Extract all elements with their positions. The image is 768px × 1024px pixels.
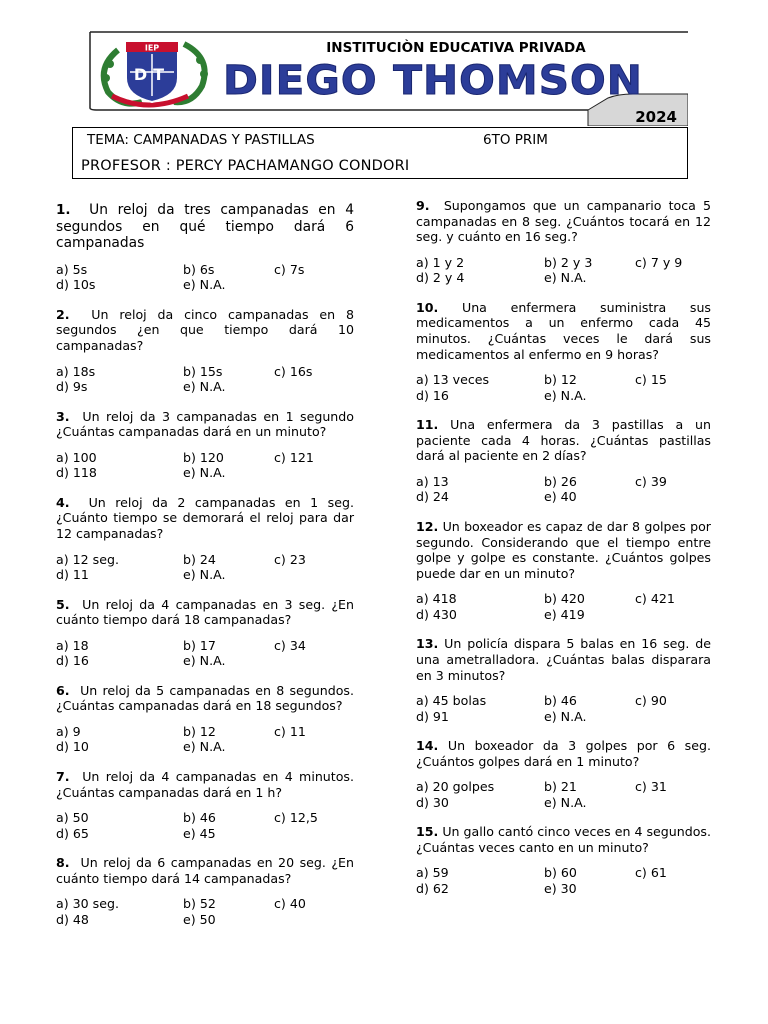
question-text: Un reloj da 4 campanadas en 3 seg. ¿En cuánto tiempo dará 18 campanadas? <box>56 596 354 628</box>
option-b: b) 26 <box>544 473 577 489</box>
option-e: e) N.A. <box>544 794 587 810</box>
option-c: c) 23 <box>274 551 306 567</box>
option-e: e) 40 <box>544 489 577 505</box>
option-b: b) 12 <box>544 372 577 388</box>
option-a: a) 12 seg. <box>56 551 119 567</box>
option-d: d) 91 <box>416 708 449 724</box>
option-a: a) 30 seg. <box>56 896 119 912</box>
answer-options <box>416 779 711 810</box>
school-banner <box>88 30 688 126</box>
question-1 <box>56 202 354 293</box>
option-c: c) 7s <box>274 261 305 277</box>
option-d: d) 10 <box>56 739 89 755</box>
question-number: 8. <box>56 855 70 871</box>
question-text: Un boxeador da 3 golpes por 6 seg. ¿Cuántos golpes dará en 1 minuto? <box>416 738 711 769</box>
option-b: b) 17 <box>183 637 216 653</box>
question-number: 14. <box>416 738 439 754</box>
option-b: b) 420 <box>544 591 585 607</box>
question-3 <box>56 409 354 481</box>
question-number: 6. <box>56 682 70 698</box>
answer-options <box>56 450 354 481</box>
option-a: a) 20 golpes <box>416 779 495 795</box>
option-d: d) 16 <box>56 653 89 669</box>
answer-options <box>416 474 711 505</box>
question-6 <box>56 683 354 755</box>
option-a: a) 13 veces <box>416 372 490 388</box>
option-b: b) 2 y 3 <box>544 254 593 270</box>
question-number: 9. <box>416 198 430 213</box>
option-c: c) 7 y 9 <box>635 254 683 270</box>
option-a: a) 418 <box>416 591 457 607</box>
question-text: Una enfermera suministra sus medicamentos a un enfermo cada 45 minutos. ¿Cuántas veces le dará sus medicamentos al enfermo en 9 horas? <box>416 299 711 362</box>
question-text: Un reloj da 4 campanadas en 4 minutos. ¿Cuántas campanadas dará en 1 h? <box>56 768 354 800</box>
question-text: Una enfermera da 3 pastillas a un paciente cada 4 horas. ¿Cuántas pastillas dará al paciente en 2 días? <box>416 417 711 464</box>
option-c: c) 39 <box>635 473 667 489</box>
answer-options <box>56 810 354 841</box>
question-9 <box>416 198 711 286</box>
option-a: a) 5s <box>56 261 88 277</box>
option-b: b) 46 <box>183 810 216 826</box>
question-number: 2. <box>56 306 70 322</box>
question-number: 3. <box>56 408 70 424</box>
option-e: e) N.A. <box>183 379 226 395</box>
option-b: b) 6s <box>183 261 215 277</box>
option-c: c) 12,5 <box>274 810 318 826</box>
answer-options <box>56 724 354 755</box>
option-a: a) 59 <box>416 865 449 881</box>
option-e: e) N.A. <box>183 567 226 583</box>
option-a: a) 45 bolas <box>416 693 487 709</box>
answer-options <box>416 372 711 403</box>
topic-label: TEMA: CAMPANADAS Y PASTILLAS <box>87 132 315 148</box>
option-b: b) 60 <box>544 865 577 881</box>
topic-box <box>72 127 688 179</box>
grade-label: 6TO PRIM <box>483 132 548 148</box>
answer-options <box>56 638 354 669</box>
option-c: c) 61 <box>635 865 667 881</box>
answer-options <box>56 896 354 927</box>
question-text: Un gallo cantó cinco veces en 4 segundos. ¿Cuántas veces canto en un minuto? <box>416 824 711 855</box>
option-e: e) N.A. <box>183 465 226 481</box>
question-text: Supongamos que un campanario toca 5 campanadas en 8 seg. ¿Cuántos tocará en 12 seg. y cuánto en 16 seg.? <box>416 198 711 245</box>
option-d: d) 9s <box>56 379 88 395</box>
question-4 <box>56 495 354 583</box>
answer-options <box>416 591 711 622</box>
institution-title: INSTITUCIÒN EDUCATIVA PRIVADA <box>326 40 586 56</box>
school-name: DIEGO THOMSON <box>223 58 643 104</box>
question-15 <box>416 824 711 896</box>
question-8 <box>56 855 354 927</box>
option-e: e) 50 <box>183 911 216 927</box>
question-text: Un reloj da 2 campanadas en 1 seg. ¿Cuánto tiempo se demorará el reloj para dar 12 campanadas? <box>56 494 354 541</box>
option-b: b) 46 <box>544 693 577 709</box>
option-c: c) 15 <box>635 372 667 388</box>
option-e: e) N.A. <box>544 387 587 403</box>
answer-options <box>416 865 711 896</box>
option-e: e) 30 <box>544 880 577 896</box>
option-c: c) 421 <box>635 591 675 607</box>
option-a: a) 1 y 2 <box>416 254 465 270</box>
answer-options <box>56 364 354 395</box>
year-label: 2024 <box>635 108 677 126</box>
option-b: b) 120 <box>183 449 224 465</box>
questions-left-column <box>56 198 354 927</box>
option-e: e) 419 <box>544 606 585 622</box>
option-b: b) 24 <box>183 551 216 567</box>
option-b: b) 15s <box>183 363 223 379</box>
answer-options <box>416 255 711 286</box>
question-text: Un reloj da 3 campanadas en 1 segundo ¿Cuántas campanadas dará en un minuto? <box>56 408 354 440</box>
option-d: d) 430 <box>416 606 457 622</box>
option-d: d) 16 <box>416 387 449 403</box>
option-b: b) 52 <box>183 896 216 912</box>
option-d: d) 30 <box>416 794 449 810</box>
answer-options <box>56 262 354 293</box>
option-e: e) 45 <box>183 825 216 841</box>
option-d: d) 10s <box>56 277 96 293</box>
option-d: d) 24 <box>416 489 449 505</box>
option-d: d) 48 <box>56 911 89 927</box>
question-number: 10. <box>416 299 439 315</box>
question-number: 13. <box>416 636 439 652</box>
option-d: d) 2 y 4 <box>416 270 465 286</box>
question-2 <box>56 307 354 395</box>
option-d: d) 65 <box>56 825 89 841</box>
option-c: c) 90 <box>635 693 667 709</box>
option-d: d) 62 <box>416 880 449 896</box>
question-14 <box>416 738 711 810</box>
option-c: c) 11 <box>274 723 306 739</box>
option-b: b) 12 <box>183 723 216 739</box>
option-e: e) N.A. <box>544 708 587 724</box>
question-text: Un reloj da 5 campanadas en 8 segundos. ¿Cuántas campanadas dará en 18 segundos? <box>56 682 354 714</box>
question-number: 4. <box>56 494 70 510</box>
questions-right-column <box>416 198 711 896</box>
option-a: a) 50 <box>56 810 89 826</box>
question-text: Un boxeador es capaz de dar 8 golpes por segundo. Considerando que el tiempo entre golpe y golpe es constante. ¿Cuántos golpes puede dar en un minuto? <box>416 518 711 581</box>
question-13 <box>416 636 711 724</box>
answer-options <box>56 552 354 583</box>
option-e: e) N.A. <box>183 739 226 755</box>
question-number: 12. <box>416 518 439 534</box>
option-c: c) 31 <box>635 779 667 795</box>
option-a: a) 18s <box>56 363 96 379</box>
svg-text:IEP: IEP <box>144 43 160 53</box>
option-e: e) N.A. <box>544 270 587 286</box>
option-d: d) 118 <box>56 465 97 481</box>
question-5 <box>56 597 354 669</box>
school-shield-logo <box>126 42 178 102</box>
question-number: 5. <box>56 596 70 612</box>
option-b: b) 21 <box>544 779 577 795</box>
question-number: 1. <box>56 202 71 218</box>
question-11 <box>416 417 711 505</box>
option-e: e) N.A. <box>183 277 226 293</box>
svg-text:DT: DT <box>133 65 171 84</box>
option-a: a) 9 <box>56 723 81 739</box>
question-12 <box>416 519 711 622</box>
question-number: 15. <box>416 824 439 840</box>
question-text: Un policía dispara 5 balas en 16 seg. de una ametralladora. ¿Cuántas balas disparara en 3 minutos? <box>416 636 711 683</box>
question-7 <box>56 769 354 841</box>
option-e: e) N.A. <box>183 653 226 669</box>
option-a: a) 13 <box>416 473 449 489</box>
question-10 <box>416 300 711 403</box>
option-a: a) 100 <box>56 449 97 465</box>
question-text: Un reloj da 6 campanadas en 20 seg. ¿En cuánto tiempo dará 14 campanadas? <box>56 855 354 886</box>
option-a: a) 18 <box>56 637 89 653</box>
option-d: d) 11 <box>56 567 89 583</box>
question-number: 11. <box>416 417 439 433</box>
question-text: Un reloj da cinco campanadas en 8 segundos ¿en que tiempo dará 10 campanadas? <box>56 306 354 353</box>
option-c: c) 34 <box>274 637 306 653</box>
teacher-label: PROFESOR : PERCY PACHAMANGO CONDORI <box>81 158 410 174</box>
question-text: Un reloj da tres campanadas en 4 segundos en qué tiempo dará 6 campanadas <box>56 202 355 252</box>
option-c: c) 16s <box>274 363 313 379</box>
option-c: c) 121 <box>274 449 314 465</box>
answer-options <box>416 693 711 724</box>
question-number: 7. <box>56 768 70 784</box>
option-c: c) 40 <box>274 896 306 912</box>
